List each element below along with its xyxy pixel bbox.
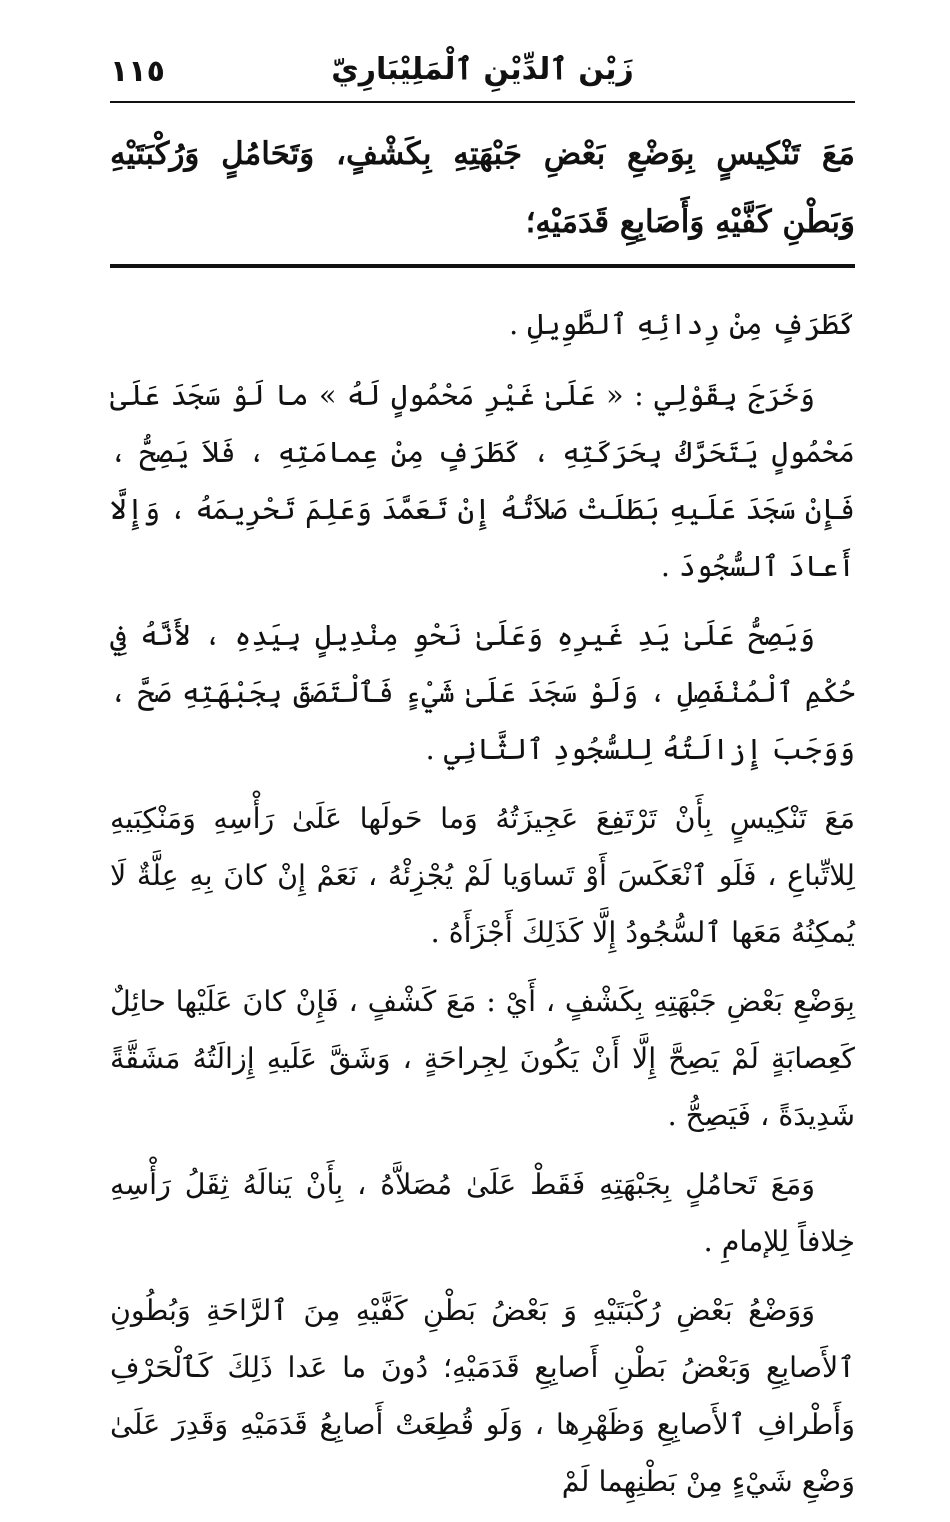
commentary-paragraph: وَمَعَ تَحامُلٍ بِجَبْهَتِهِ فَقَطْ عَلَىٰ مُصَلاَّهُ ، بِأَنْ يَنالَهُ ثِقَلُ رَأْسِهِ خِلافاً لِلإمامِ . [110, 1168, 855, 1258]
running-title: زَيْن ٱلدِّيْنِ ٱلْمَلِيْبَارِيّ [331, 52, 634, 87]
commentary-paragraph: وَوَضْعُ بَعْضِ رُكْبَتَيْهِ وَ بَعْضُ بَطْنِ كَفَّيْهِ مِنَ ٱلرَّاحَةِ وَبُطُونِ ٱلأَصابِعِ وَبَعْضُ بَطْنِ أَصابِعِ قَدَمَيْهِ؛ دُونَ ما عَدا ذَلِكَ كَٱلْحَرْفِ وَأَطْرافِ ٱلأَصابِعِ وَظَهْرِها ، وَلَو قُطِعَتْ أَصابِعُ قَدَمَيْهِ وَقَدِرَ عَلَىٰ وَضْعِ شَيْءٍ مِنْ بَطْنِهِما لَمْ [110, 1294, 855, 1498]
commentary-paragraph: مَعَ تَنْكِيسٍ بِأَنْ تَرْتَفِعَ عَجِيزَتُهُ وَما حَولَها عَلَىٰ رَأْسِهِ وَمَنْكِبَيهِ لِلاتِّباعِ ، فَلَو ٱنْعَكَسَ أَوْ تَساوَيا لَمْ يُجْزِئْهُ ، نَعَمْ إِنْ كانَ بِهِ عِلَّةٌ لَا يُمكِنُهُ مَعَها ٱلسُّجُودُ إِلَّا كَذَلِكَ أَجْزَأَهُ . [110, 802, 855, 949]
page-number: ١١٥ [110, 54, 165, 89]
header-rule [110, 101, 855, 103]
commentary-paragraph: وَيَصِحُّ عَلَىٰ يَدِ غَيرِهِ وَعَلَىٰ نَحْوِ مِنْدِيلٍ بِيَدِهِ ، لأَنَّهُ فِي حُكْمِ ٱلْمُنْفَصِلِ ، وَلَوْ سَجَدَ عَلَىٰ شَيْءٍ فَٱلْتَصَقَ بِجَبْهَتِهِ صَحَّ ، وَوَجَبَ إِزالَتُهُ لِلسُّجُودِ ٱلثَّانِي . [110, 619, 855, 766]
commentary-text-block [110, 296, 855, 1522]
page-header [110, 48, 855, 96]
commentary-paragraph: كَطَرَفٍ مِنْ رِدائِهِ ٱلطَّوِيلِ . [509, 308, 855, 341]
matn-text-block [110, 120, 855, 256]
commentary-paragraph: وَخَرَجَ بِقَوْلِي : « عَلَىٰ غَيْرِ مَحْمُولٍ لَهُ » ما لَوْ سَجَدَ عَلَىٰ مَحْمُولٍ يَتَحَرَّكُ بِحَرَكَتِهِ ، كَطَرَفٍ مِنْ عِمامَتِهِ ، فَلاَ يَصِحُّ ، فَإِنْ سَجَدَ عَلَيهِ بَطَلَتْ صَلاَتُهُ إِنْ تَعَمَّدَ وَعَلِمَ تَحْرِيمَهُ ، وَإِلَّا أَعادَ ٱلسُّجُودَ . [110, 379, 855, 583]
matn-paragraph: مَعَ تَنْكِيسٍ بِوَضْعِ بَعْضِ جَبْهَتِهِ بِكَشْفٍ، وَتَحَامُلٍ وَرُكْبَتَيْهِ وَبَطْنِ كَفَّيْهِ وَأَصَابِعِ قَدَمَيْهِ؛ [110, 136, 855, 240]
commentary-paragraph: بِوَضْعِ بَعْضِ جَبْهَتِهِ بِكَشْفٍ ، أَيْ : مَعَ كَشْفٍ ، فَإِنْ كانَ عَلَيْها حائِلٌ كَعِصابَةٍ لَمْ يَصِحَّ إِلَّا أَنْ يَكُونَ لِجِراحَةٍ ، وَشَقَّ عَلَيهِ إِزالَتُهُ مَشَقَّةً شَدِيدَةً ، فَيَصِحُّ . [110, 985, 855, 1132]
matn-separator-rule [110, 264, 855, 268]
